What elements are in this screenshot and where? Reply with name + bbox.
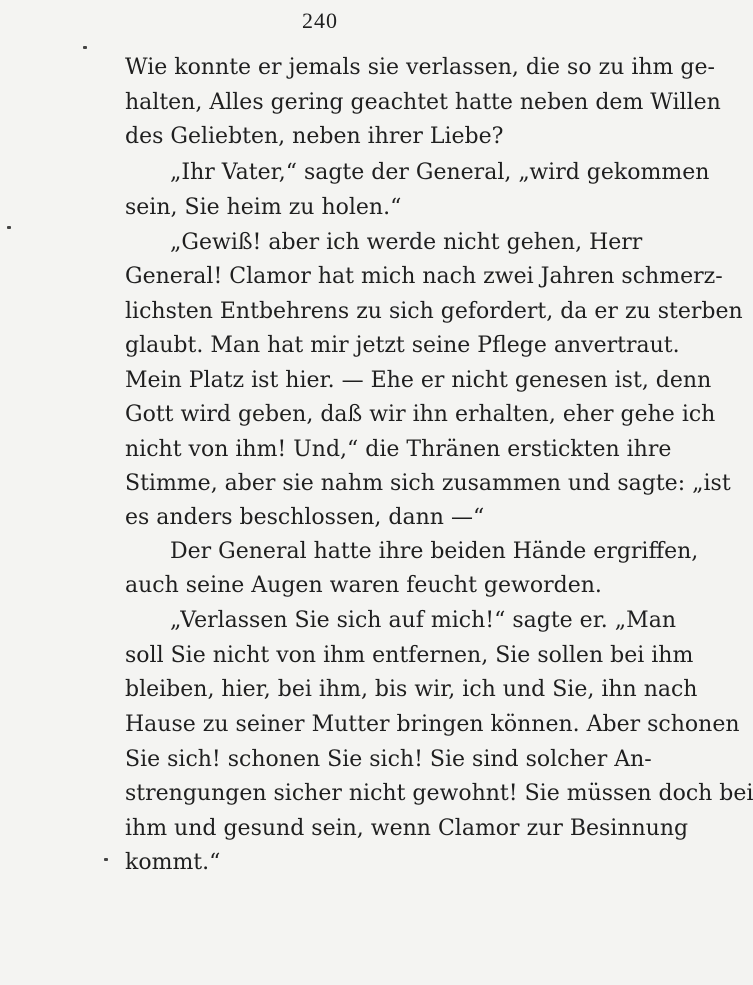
text-line: halten, Alles gering geachtet hatte neben dem Willen: [125, 90, 721, 115]
text-line: bleiben, hier, bei ihm, bis wir, ich und Sie, ihn nach: [125, 677, 698, 702]
margin-mark: [83, 46, 87, 49]
page-number: 240: [302, 8, 338, 33]
text-line: lichsten Entbehrens zu sich gefordert, da er zu sterben: [125, 299, 743, 324]
text-line: Gott wird geben, daß wir ihn erhalten, eher gehe ich: [125, 402, 716, 427]
text-line: strengungen sicher nicht gewohnt! Sie müssen doch bei: [125, 781, 753, 806]
text-line: auch seine Augen waren feucht geworden.: [125, 573, 602, 598]
text-line: soll Sie nicht von ihm entfernen, Sie sollen bei ihm: [125, 643, 694, 668]
text-line: Wie konnte er jemals sie verlassen, die so zu ihm ge-: [125, 55, 715, 80]
text-line: nicht von ihm! Und,“ die Thränen erstickten ihre: [125, 437, 672, 462]
text-line: „Gewiß! aber ich werde nicht gehen, Herr: [170, 230, 643, 255]
text-line: ihm und gesund sein, wenn Clamor zur Besinnung: [125, 816, 689, 841]
text-line: kommt.“: [125, 850, 221, 875]
text-line: sein, Sie heim zu holen.“: [125, 195, 402, 220]
margin-mark: [7, 226, 11, 229]
text-line: Hause zu seiner Mutter bringen können. Aber schonen: [125, 712, 740, 737]
margin-mark: [104, 858, 108, 861]
text-line: „Ihr Vater,“ sagte der General, „wird gekommen: [170, 160, 710, 185]
text-line: „Verlassen Sie sich auf mich!“ sagte er. „Man: [170, 608, 676, 633]
text-line: es anders beschlossen, dann —“: [125, 505, 485, 530]
text-line: General! Clamor hat mich nach zwei Jahren schmerz-: [125, 264, 723, 289]
text-line: Der General hatte ihre beiden Hände ergriffen,: [170, 539, 699, 564]
text-line: Mein Platz ist hier. — Ehe er nicht genesen ist, denn: [125, 368, 712, 393]
text-line: des Geliebten, neben ihrer Liebe?: [125, 124, 504, 149]
text-line: Sie sich! schonen Sie sich! Sie sind solcher An-: [125, 747, 652, 772]
text-line: Stimme, aber sie nahm sich zusammen und sagte: „ist: [125, 471, 731, 496]
text-line: glaubt. Man hat mir jetzt seine Pflege anvertraut.: [125, 333, 680, 358]
